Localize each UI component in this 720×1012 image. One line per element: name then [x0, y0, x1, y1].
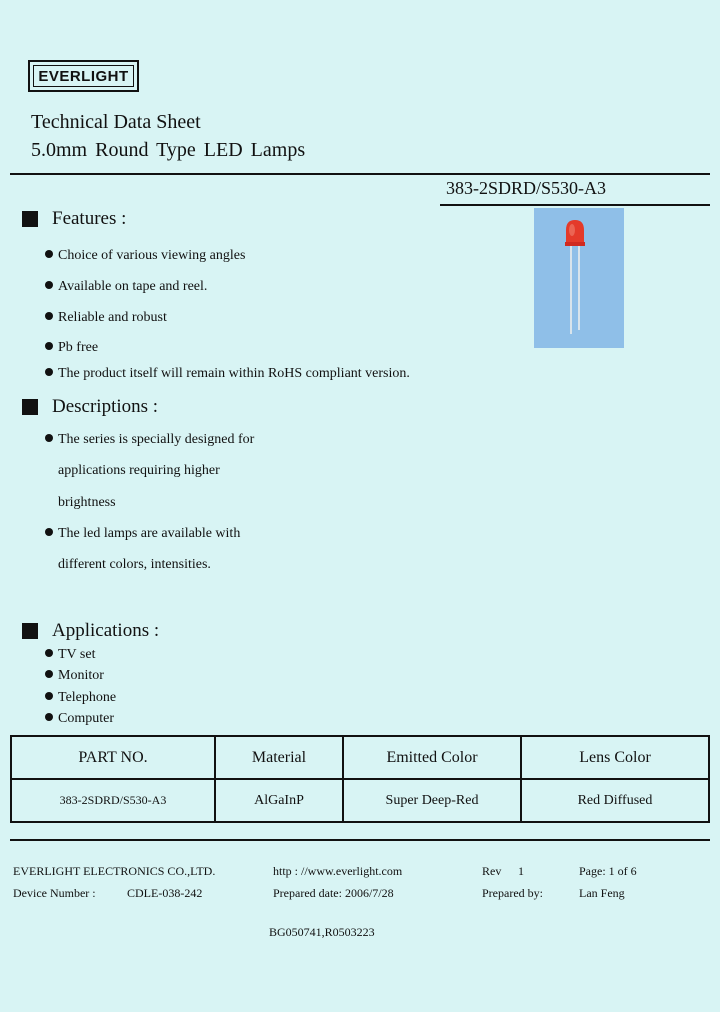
bullet-icon [45, 713, 53, 721]
list-item-continuation: applications requiring higher [58, 463, 220, 478]
table-header: Emitted Color [343, 736, 521, 779]
features-marker [22, 211, 38, 227]
list-item: Pb free [45, 340, 98, 356]
table-row [11, 779, 709, 822]
list-item: Computer [45, 711, 114, 727]
table-cell: AlGaInP [215, 779, 343, 822]
list-item-continuation: brightness [58, 495, 116, 510]
table-cell: Red Diffused [521, 779, 709, 822]
descriptions-marker [22, 399, 38, 415]
device-number-label: Device Number : [13, 886, 96, 900]
footer-divider [10, 839, 710, 841]
applications-marker [22, 623, 38, 639]
bullet-icon [45, 342, 53, 350]
table-header-row [11, 736, 709, 779]
table-cell: 383-2SDRD/S530-A3 [11, 779, 215, 822]
features-heading: Features : [52, 208, 127, 229]
applications-heading: Applications : [52, 620, 160, 641]
list-item: Reliable and robust [45, 310, 167, 326]
bullet-icon [45, 670, 53, 678]
document-code: BG050741,R0503223 [269, 925, 375, 939]
table-header: Material [215, 736, 343, 779]
list-item: TV set [45, 647, 95, 663]
list-item: Telephone [45, 690, 116, 706]
prepared-by-value: Lan Feng [579, 886, 625, 900]
bullet-icon [45, 692, 53, 700]
spec-table [10, 735, 710, 823]
header-divider [10, 173, 710, 175]
list-item: The led lamps are available with [45, 526, 240, 542]
bullet-icon [45, 312, 53, 320]
revision-label: Rev [482, 864, 502, 878]
bullet-icon [45, 528, 53, 536]
bullet-icon [45, 250, 53, 258]
descriptions-heading: Descriptions : [52, 396, 159, 417]
table-header: Lens Color [521, 736, 709, 779]
prepared-by-label: Prepared by: [482, 886, 543, 900]
list-item-continuation: different colors, intensities. [58, 557, 211, 572]
table-header: PART NO. [11, 736, 215, 779]
document-title: Technical Data Sheet [31, 111, 201, 133]
page-number: Page: 1 of 6 [579, 864, 637, 878]
list-item: The series is specially designed for [45, 432, 254, 448]
part-number: 383-2SDRD/S530-A3 [446, 178, 607, 198]
list-item: Available on tape and reel. [45, 279, 207, 295]
logo-text: EVERLIGHT [33, 65, 134, 87]
list-item: The product itself will remain within RoHS compliant version. [45, 366, 410, 382]
company-url[interactable]: http : //www.everlight.com [273, 864, 403, 878]
bullet-icon [45, 368, 53, 376]
list-item: Monitor [45, 668, 104, 684]
everlight-logo [28, 60, 139, 92]
table-cell: Super Deep-Red [343, 779, 521, 822]
company-name: EVERLIGHT ELECTRONICS CO.,LTD. [13, 864, 216, 878]
document-subtitle: 5.0mm Round Type LED Lamps [31, 139, 306, 161]
bullet-icon [45, 649, 53, 657]
revision-value: 1 [518, 864, 524, 878]
part-number-underline [440, 204, 710, 206]
list-item: Choice of various viewing angles [45, 248, 245, 264]
device-number-value: CDLE-038-242 [127, 886, 203, 900]
bullet-icon [45, 434, 53, 442]
bullet-icon [45, 281, 53, 289]
prepared-date: Prepared date: 2006/7/28 [273, 886, 394, 900]
led-product-photo [534, 208, 624, 348]
